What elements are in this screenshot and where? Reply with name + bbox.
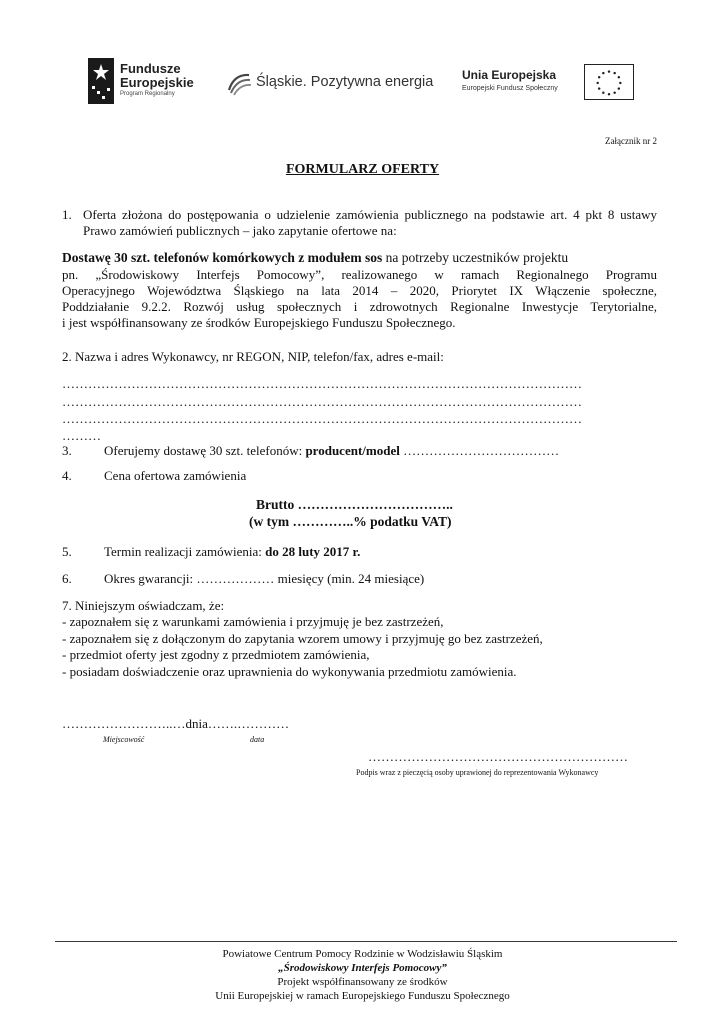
section-2-text: 2. Nazwa i adres Wykonawcy, nr REGON, NIP, telefon/fax, adres e-mail: — [62, 349, 444, 364]
footer-line1: Powiatowe Centrum Pomocy Rodzinie w Wodzisławiu Śląskim — [222, 948, 503, 960]
fundusze-europejskie-logo — [88, 56, 208, 108]
place-label: Miejscowość — [103, 735, 145, 744]
footer-line4: Unii Europejskiej w ramach Europejskiego Funduszu Społecznego — [215, 990, 510, 1002]
subject-bold: Dostawę 30 szt. telefonów komórkowych z modułem sos — [62, 250, 383, 265]
section-4-text: Cena ofertowa zamówienia — [104, 468, 247, 483]
fundusze-europejskie-star-icon — [88, 58, 114, 104]
statement-item: - posiadam doświadczenie oraz uprawnienia do wykonywania przedmiotu zamówienia. — [62, 664, 517, 679]
statement-item: - zapoznałem się z dołączonym do zapytania wzorem umowy i przyjmuję go bez zastrzeżeń, — [62, 631, 543, 646]
fe-logo-line1: Fundusze — [120, 61, 181, 76]
footer-line2: „Środowiskowy Interfejs Pomocowy” — [278, 962, 447, 974]
signature-dots: …………………………………………………… — [368, 749, 628, 764]
ue-logo-line2: Europejski Fundusz Społeczny — [462, 85, 558, 92]
section-1-number: 1. — [62, 207, 72, 222]
subject-rest: na potrzeby uczestników projektu — [382, 250, 569, 265]
section-7-text: 7. Niniejszym oświadczam, że: — [62, 598, 225, 613]
delivery-deadline: do 28 luty 2017 r. — [265, 544, 361, 559]
place-date-field: ……………………..…dnia…….………… — [62, 716, 290, 731]
section-3-pre: Oferujemy dostawę 30 szt. telefonów: — [104, 443, 306, 458]
subject-line3: Operacyjnego Województwa Śląskiego na lata 2014 – 2020, Priorytet IX Włączenie społeczne, — [62, 283, 657, 298]
contractor-dots-line4: ……… — [62, 428, 101, 443]
subject-line4: Poddziałanie 9.2.2. Rozwój usług społecznych i zdrowotnych Regionalne Inwestycje Terytorialne, — [62, 299, 657, 314]
slaskie-swirl-icon — [226, 70, 252, 96]
subject-line5: i jest współfinansowany ze środków Europejskiego Funduszu Społecznego. — [62, 315, 456, 330]
section-4-number: 4. — [62, 468, 72, 483]
ue-logo-line1: Unia Europejska — [462, 68, 557, 82]
slaskie-logo — [226, 70, 436, 98]
eu-flag-icon — [584, 64, 634, 100]
section-5-number: 5. — [62, 544, 72, 559]
contractor-dots-line2: ………………………………………………………………………………………………………… — [62, 394, 582, 409]
contractor-dots-line3: ………………………………………………………………………………………………………… — [62, 411, 582, 426]
price-vat: (w tym …………..% podatku VAT) — [249, 514, 452, 529]
section-3-text — [104, 443, 559, 459]
subject-line1 — [62, 250, 568, 266]
statement-item: - przedmiot oferty jest zgodny z przedmiotem zamówienia, — [62, 647, 370, 662]
fe-logo-line2: Europejskie — [120, 75, 194, 90]
subject-line2: pn. „Środowiskowy Interfejs Pomocowy”, realizowanego w ramach Regionalnego Programu — [62, 267, 657, 282]
page-title: FORMULARZ OFERTY — [285, 162, 440, 177]
section-5-text — [104, 544, 360, 560]
unia-europejska-logo — [462, 64, 642, 106]
section-3-bold: producent/model — [305, 443, 400, 458]
section-1-line1: Oferta złożona do postępowania o udzielenie zamówienia publicznego na podstawie art. 4 pkt 8 ustawy — [83, 207, 657, 222]
section-5-pre: Termin realizacji zamówienia: — [104, 544, 266, 559]
slaskie-logo-text: Śląskie. Pozytywna energia — [256, 74, 434, 90]
statement-item: - zapoznałem się z warunkami zamówienia i przyjmuję je bez zastrzeżeń, — [62, 614, 444, 629]
price-brutto: Brutto …………………………….. — [256, 497, 453, 512]
section-3-number: 3. — [62, 443, 72, 458]
footer-line3: Projekt współfinansowany ze środków — [277, 976, 448, 988]
section-6-text: Okres gwarancji: ……………… miesięcy (min. 24 miesiące) — [104, 571, 425, 586]
date-label: data — [250, 735, 265, 744]
signature-label: Podpis wraz z pieczęcią osoby uprawionej do reprezentowania Wykonawcy — [356, 768, 599, 777]
fe-logo-line3: Program Regionalny — [120, 91, 175, 97]
section-3-dots: ……………………………… — [399, 443, 560, 458]
section-6-number: 6. — [62, 571, 72, 586]
contractor-dots-line1: ………………………………………………………………………………………………………… — [62, 376, 582, 391]
footer-divider — [55, 941, 677, 942]
section-1-line2: Prawo zamówień publicznych – jako zapytanie ofertowe na: — [83, 223, 397, 238]
attachment-number: Załącznik nr 2 — [605, 136, 657, 146]
